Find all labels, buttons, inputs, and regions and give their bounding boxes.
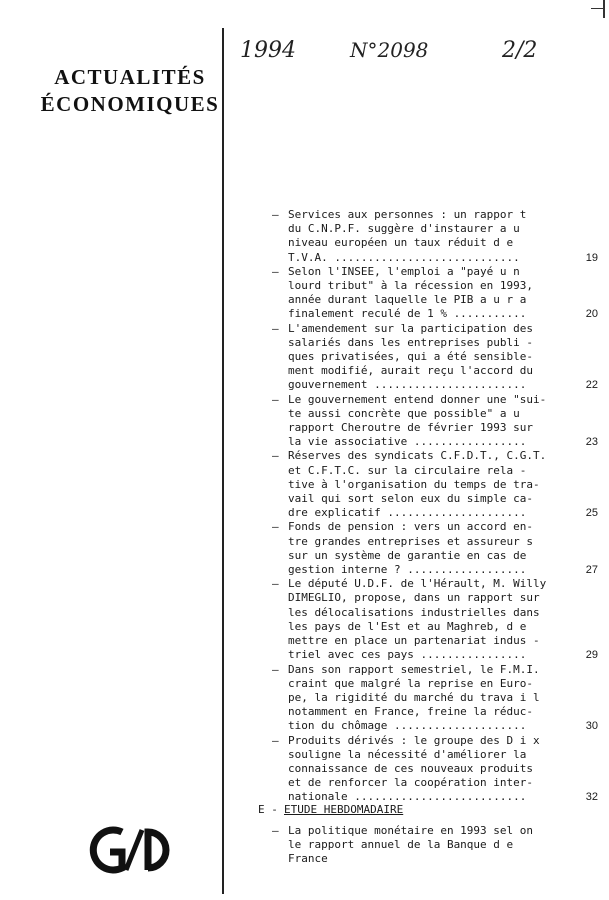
entry-line: notamment en France, freine la réduc- xyxy=(288,705,534,719)
entry-line: du C.N.P.F. suggère d'instaurer a u xyxy=(288,222,520,236)
entry-dash: – xyxy=(272,577,279,591)
entry-line: Produits dérivés : le groupe des D i x xyxy=(288,733,540,747)
entry-line: salariés dans les entreprises publi - xyxy=(288,335,534,349)
entry-dash: – xyxy=(272,449,279,463)
entry-line: ques privatisées, qui a été sensible- xyxy=(288,350,534,364)
contents-list xyxy=(268,208,598,805)
entry-line: vail qui sort selon eux du simple ca- xyxy=(288,492,534,506)
entry-line: la vie associative ................. xyxy=(288,435,527,449)
entry-page-number: 29 xyxy=(585,649,598,662)
entry-line: niveau européen un taux réduit d e xyxy=(288,236,514,250)
entry-dash: – xyxy=(272,321,279,335)
entry-page-number: 27 xyxy=(585,564,598,577)
entry-page-number: 25 xyxy=(585,507,598,520)
contents-entry xyxy=(268,663,598,734)
entry-line: connaissance de ces nouveaux produits xyxy=(288,761,534,775)
entry-page-number: 30 xyxy=(585,720,598,733)
handwritten-year: 1994 xyxy=(240,38,296,63)
entry-dash: – xyxy=(272,733,279,747)
contents-entry xyxy=(268,449,598,520)
corner-mark xyxy=(603,0,605,18)
column-divider xyxy=(222,28,224,894)
contents-entry xyxy=(268,265,598,322)
entry-line: souligne la nécessité d'améliorer la xyxy=(288,747,527,761)
entry-line: les pays de l'Est et au Maghreb, d e xyxy=(288,619,527,633)
entry-dash: – xyxy=(272,264,279,278)
entry-line: triel avec ces pays ................ xyxy=(288,648,527,662)
entry-line: les délocalisations industrielles dans xyxy=(288,605,540,619)
contents-entry xyxy=(268,322,598,393)
entry-line: tion du chômage .................... xyxy=(288,719,527,733)
entry-line: craint que malgré la reprise en Euro- xyxy=(288,676,534,690)
entry-line: nationale .......................... xyxy=(288,790,527,804)
entry-dash: – xyxy=(272,520,279,534)
entry-line: dre explicatif ..................... xyxy=(288,506,527,520)
entry-line: sur un système de garantie en cas de xyxy=(288,548,527,562)
entry-dash: – xyxy=(272,208,279,221)
entry-line: pe, la rigidité du marché du trava i l xyxy=(288,690,540,704)
entry-line: rapport Cheroutre de février 1993 sur xyxy=(288,421,534,435)
entry-line: année durant laquelle le PIB a u r a xyxy=(288,293,527,307)
section-letter: E - xyxy=(258,803,278,816)
entry-line: Selon l'INSEE, l'emploi a "payé u n xyxy=(288,264,520,278)
entry-line: tre grandes entreprises et assureur s xyxy=(288,534,534,548)
entry-line: Le député U.D.F. de l'Hérault, M. Willy xyxy=(288,577,547,591)
item-line: La politique monétaire en 1993 sel on xyxy=(288,824,534,837)
item-dash: – xyxy=(272,824,279,837)
entry-line: lourd tribut" à la récession en 1993, xyxy=(288,279,534,293)
entry-page-number: 20 xyxy=(585,308,598,321)
publication-title-line2: ÉCONOMIQUES xyxy=(40,92,220,116)
entry-dash: – xyxy=(272,392,279,406)
corner-mark-tick xyxy=(591,8,605,9)
entry-line: Services aux personnes : un rappor t xyxy=(288,208,527,221)
entry-line: Le gouvernement entend donner une "sui- xyxy=(288,392,547,406)
section-heading: ETUDE HEBDOMADAIRE xyxy=(284,803,404,816)
contents-entry xyxy=(268,393,598,450)
entry-line: T.V.A. ............................ xyxy=(288,250,520,264)
entry-line: te aussi concrète que possible" a u xyxy=(288,406,520,420)
entry-line: Dans son rapport semestriel, le F.M.I. xyxy=(288,662,540,676)
entry-line: L'amendement sur la participation des xyxy=(288,321,534,335)
gp-logo-icon xyxy=(88,820,178,884)
entry-line: ment modifié, aurait reçu l'accord du xyxy=(288,364,534,378)
contents-entry xyxy=(268,208,598,265)
entry-dash: – xyxy=(272,662,279,676)
entry-line: finalement reculé de 1 % ........... xyxy=(288,307,527,321)
entry-line: DIMEGLIO, propose, dans un rapport sur xyxy=(288,591,540,605)
contents-entry xyxy=(268,734,598,805)
entry-page-number: 19 xyxy=(585,251,598,264)
contents-entry xyxy=(268,577,598,662)
entry-line: et de renforcer la coopération inter- xyxy=(288,776,534,790)
entry-line: Fonds de pension : vers un accord en- xyxy=(288,520,534,534)
item-line: France xyxy=(288,852,328,866)
section-e-item xyxy=(268,824,588,867)
item-line: le rapport annuel de la Banque d e xyxy=(288,838,514,852)
publication-title-line1: ACTUALITÉS xyxy=(54,65,206,89)
entry-page-number: 22 xyxy=(585,379,598,392)
entry-line: Réserves des syndicats C.F.D.T., C.G.T. xyxy=(288,449,547,463)
entry-page-number: 23 xyxy=(585,436,598,449)
entry-line: mettre en place un partenariat indus - xyxy=(288,634,540,648)
entry-page-number: 32 xyxy=(585,791,598,804)
entry-line: tive à l'organisation du temps de tra- xyxy=(288,477,540,491)
entry-line: gouvernement ....................... xyxy=(288,378,527,392)
contents-entry xyxy=(268,520,598,577)
handwritten-issue-number: N°2098 xyxy=(350,38,429,62)
handwritten-page-fraction: 2/2 xyxy=(502,38,538,63)
entry-line: et C.F.T.C. sur la circulaire rela - xyxy=(288,463,527,477)
entry-line: gestion interne ? .................. xyxy=(288,563,527,577)
